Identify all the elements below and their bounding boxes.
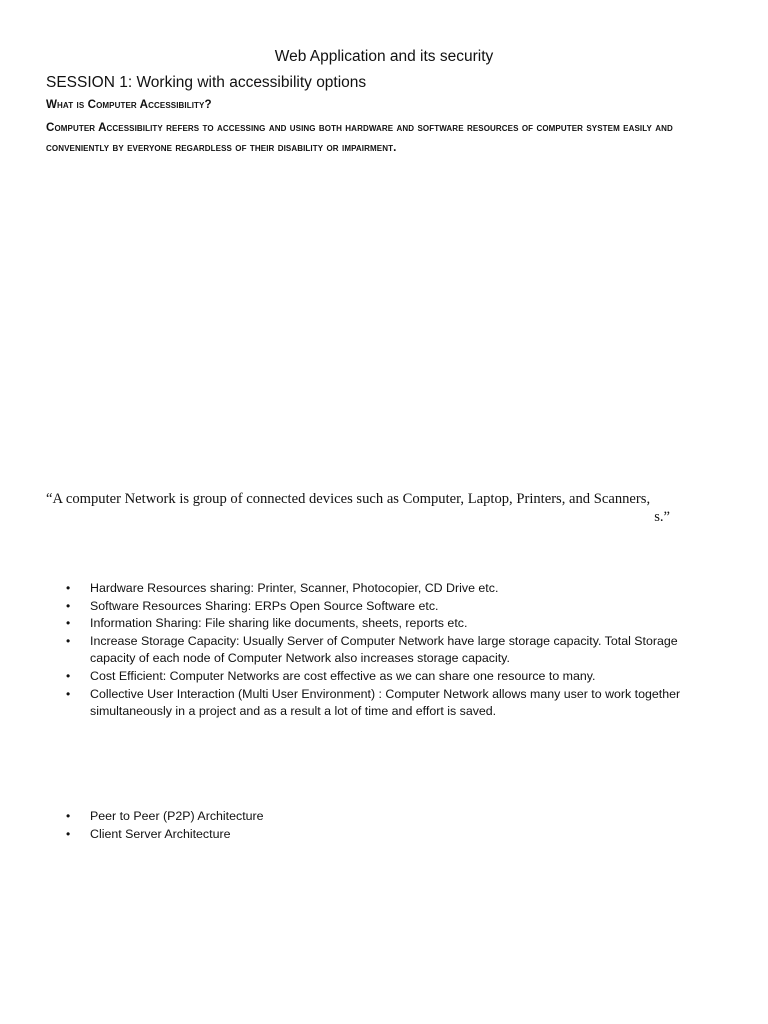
accessibility-definition: Computer Accessibility refers to accessing and using both hardware and software resources of computer system easily and conveniently by everyone regardless of their disability or impairment. (46, 121, 673, 154)
quote-line-2: s.” (654, 509, 670, 525)
accessibility-question-heading: What is Computer Accessibility? (46, 98, 212, 111)
list-item-text: Hardware Resources sharing: Printer, Scanner, Photocopier, CD Drive etc. (90, 581, 499, 595)
bullet-icon: • (66, 686, 71, 701)
document-title: Web Application and its security (274, 48, 494, 65)
list-item-text: Client Server Architecture (90, 826, 231, 841)
bullet-icon: • (66, 598, 71, 613)
bullet-icon: • (66, 809, 71, 823)
bullet-icon: • (66, 633, 71, 648)
list-item (0, 580, 710, 598)
list-item (0, 808, 710, 826)
list-item-text: Cost Efficient: Computer Networks are cost effective as we can share one resource to many. (90, 668, 596, 683)
bullet-icon: • (66, 668, 71, 683)
list-item (0, 686, 710, 721)
network-definition-quote (46, 490, 670, 526)
quote-line-1: “A computer Network is group of connected devices such as Computer, Laptop, Printers, and Scanners, (46, 491, 651, 507)
list-item (0, 598, 710, 616)
list-item (0, 826, 710, 844)
bullet-icon: • (66, 581, 71, 595)
network-advantages-list (0, 580, 710, 721)
list-item (0, 615, 710, 633)
list-item-text: Increase Storage Capacity: Usually Server of Computer Network have large storage capacity. Total Storage capacity of each node of Computer Network also increases storage capacity. (90, 633, 678, 666)
bullet-icon: • (66, 616, 71, 631)
list-item (0, 633, 710, 668)
session-heading: SESSION 1: Working with accessibility options (46, 74, 367, 91)
list-item (0, 668, 710, 686)
list-item-text: Software Resources Sharing: ERPs Open Source Software etc. (90, 598, 439, 613)
list-item-text: Peer to Peer (P2P) Architecture (90, 809, 264, 823)
list-item-text: Information Sharing: File sharing like documents, sheets, reports etc. (90, 616, 468, 631)
bullet-icon: • (66, 826, 71, 841)
network-architectures-list (0, 808, 710, 843)
list-item-text: Collective User Interaction (Multi User Environment) : Computer Network allows many user to work together simultaneously in a project and as a result a lot of time and effort is saved. (90, 686, 681, 719)
